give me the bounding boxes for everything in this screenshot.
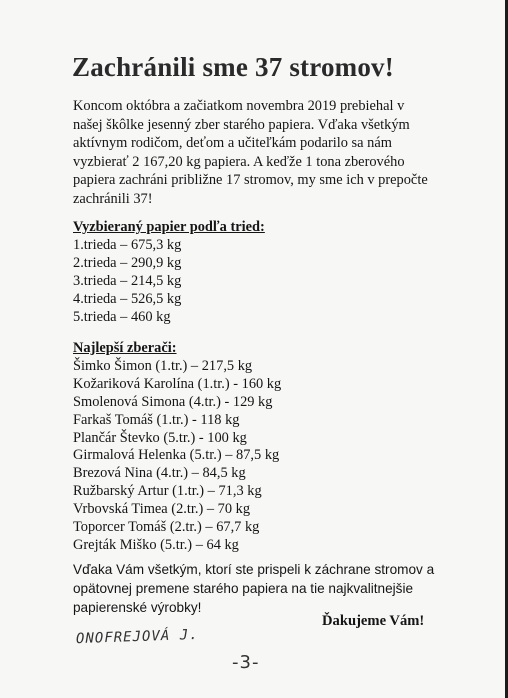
collector-item: Plančár Števko (5.tr.) - 100 kg: [73, 429, 247, 446]
handwritten-signature: ONOFREJOVÁ J.: [75, 626, 199, 648]
intro-line: papiera zachráni približne 17 stromov, my sme ich v prepočte: [73, 172, 428, 189]
collector-item: Brezová Nina (4.tr.) – 84,5 kg: [73, 465, 246, 482]
classes-section: [73, 219, 453, 326]
collectors-heading: Najlepší zberači:: [73, 340, 177, 356]
collectors-section: [73, 340, 453, 555]
collector-item: Farkaš Tomáš (1.tr.) - 118 kg: [73, 411, 240, 428]
intro-line: vyzbierať 2 167,20 kg papiera. A keďže 1 tona zberového: [73, 153, 405, 170]
collector-item: Smolenová Simona (4.tr.) - 129 kg: [73, 393, 273, 410]
collector-item: Vrbovská Timea (2.tr.) – 70 kg: [73, 501, 251, 518]
collector-item: Toporcer Tomáš (2.tr.) – 67,7 kg: [73, 519, 260, 536]
class-item: 4.trieda – 526,5 kg: [73, 290, 182, 307]
intro-line: Koncom októbra a začiatkom novembra 2019 prebiehal v: [73, 98, 405, 114]
intro-line: aktívnym rodičom, deťom a učiteľkám podarilo sa nám: [73, 135, 392, 152]
page-number: -3-: [232, 652, 260, 673]
thanks-closing: Ďakujeme Vám!: [322, 613, 425, 629]
class-item: 5.trieda – 460 kg: [73, 308, 171, 325]
class-item: 2.trieda – 290,9 kg: [73, 254, 182, 271]
class-item: 1.trieda – 675,3 kg: [73, 236, 182, 253]
class-item: 3.trieda – 214,5 kg: [73, 272, 182, 289]
footer-line: Vďaka Vám všetkým, ktorí ste prispeli k záchrane stromov a: [73, 562, 435, 577]
collector-item: Girmalová Helenka (5.tr.) – 87,5 kg: [73, 447, 280, 464]
intro-paragraph: [73, 97, 445, 209]
classes-heading: Vyzbieraný papier podľa tried:: [73, 219, 265, 235]
collector-item: Grejták Miško (5.tr.) – 64 kg: [73, 536, 239, 553]
intro-line: našej škôlke jesenný zber starého papiera. Vďaka všetkým: [73, 116, 410, 133]
footer-line: papierenské výrobky!: [73, 600, 202, 615]
intro-line: zachránili 37!: [73, 190, 153, 207]
thanks-paragraph: [73, 560, 445, 617]
collector-item: Ružbarský Artur (1.tr.) – 71,3 kg: [73, 483, 262, 500]
collector-item: Šimko Šimon (1.tr.) – 217,5 kg: [73, 357, 253, 374]
collector-item: Kožariková Karolína (1.tr.) - 160 kg: [73, 375, 282, 392]
footer-line: opätovnej premene starého papiera na tie najkvalitnejšie: [73, 581, 414, 596]
page-title: Zachránili sme 37 stromov!: [72, 52, 394, 82]
